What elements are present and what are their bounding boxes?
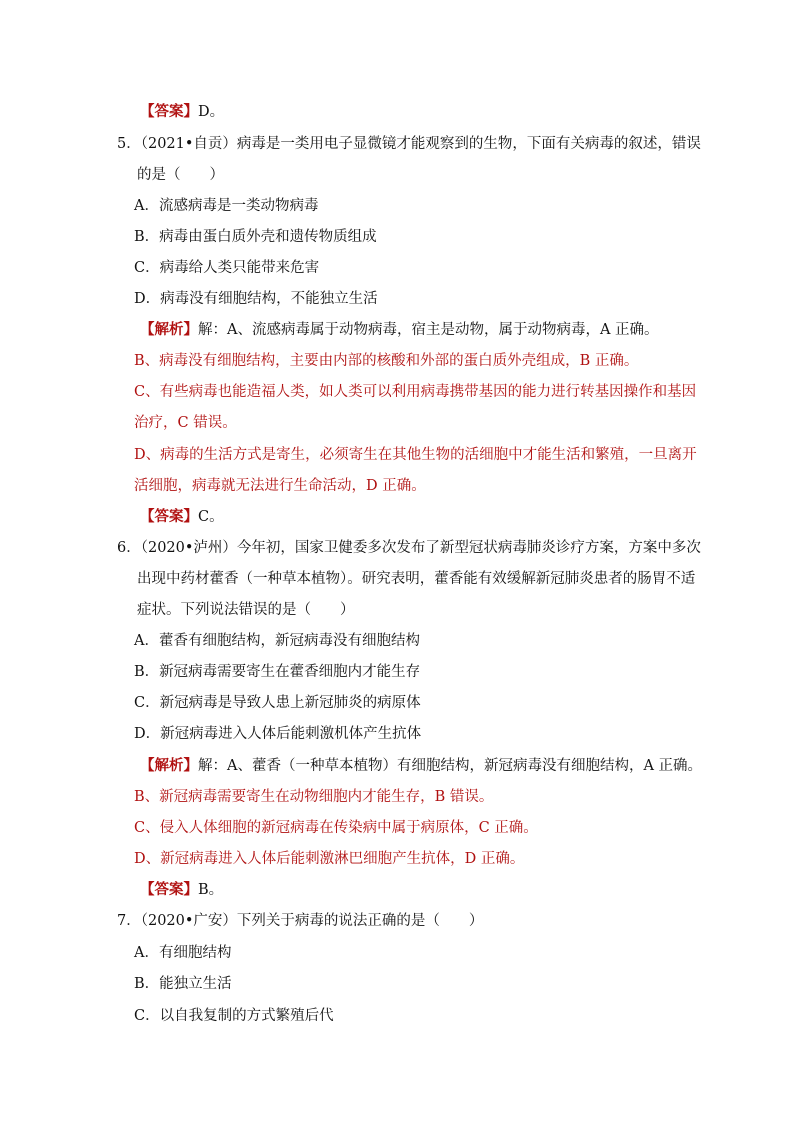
question-5-option-b: B．病毒由蛋白质外壳和遗传物质组成 (134, 229, 377, 245)
answer-bracket: 【答案】 (140, 881, 198, 898)
question-6-option-d: D．新冠病毒进入人体后能刺激机体产生抗体 (134, 726, 422, 742)
question-6-analysis-c: C、侵入人体细胞的新冠病毒在传染病中属于病原体，C 正确。 (134, 820, 538, 836)
question-6-option-c: C．新冠病毒是导致人患上新冠肺炎的病原体 (134, 695, 421, 711)
question-5-analysis-d-line-1: D、病毒的生活方式是寄生，必须寄生在其他生物的活细胞中才能生活和繁殖，一旦离开 (134, 447, 697, 463)
question-5-answer-line (140, 507, 224, 527)
question-6-analysis-a (140, 756, 702, 776)
question-6-analysis-d: D、新冠病毒进入人体后能刺激淋巴细胞产生抗体，D 正确。 (134, 851, 525, 867)
answer-value: B。 (198, 882, 224, 898)
question-5-analysis-c-line-2: 治疗，C 错误。 (134, 415, 237, 431)
analysis-text: 解：A、流感病毒属于动物病毒，宿主是动物，属于动物病毒，A 正确。 (198, 322, 659, 338)
answer-line (140, 102, 224, 122)
question-6-stem-line-1: 6．（2020•泸州）今年初，国家卫健委多次发布了新型冠状病毒肺炎诊疗方案，方案中多次 (117, 540, 701, 556)
question-5-analysis-b: B、病毒没有细胞结构，主要由内部的核酸和外部的蛋白质外壳组成，B 正确。 (134, 353, 639, 369)
question-5-analysis-d-line-2: 活细胞，病毒就无法进行生命活动，D 正确。 (134, 478, 426, 494)
question-5-analysis-a (140, 320, 659, 340)
question-6-option-a: A．藿香有细胞结构，新冠病毒没有细胞结构 (134, 633, 420, 649)
analysis-bracket: 【解析】 (140, 321, 198, 338)
question-5-option-a: A．流感病毒是一类动物病毒 (134, 198, 319, 214)
question-5-stem-line-1: 5．（2021•自贡）病毒是一类用电子显微镜才能观察到的生物，下面有关病毒的叙述，错误 (117, 136, 701, 152)
question-5-analysis-c-line-1: C、有些病毒也能造福人类，如人类可以利用病毒携带基因的能力进行转基因操作和基因 (134, 384, 697, 400)
question-7-option-c: C．以自我复制的方式繁殖后代 (134, 1008, 334, 1024)
question-5-option-c: C．病毒给人类只能带来危害 (134, 260, 320, 276)
answer-bracket: 【答案】 (140, 508, 198, 525)
question-5-option-d: D．病毒没有细胞结构，不能独立生活 (134, 291, 378, 307)
analysis-text: 解：A、藿香（一种草本植物）有细胞结构，新冠病毒没有细胞结构，A 正确。 (198, 758, 703, 774)
question-7-stem-line-1: 7．（2020•广安）下列关于病毒的说法正确的是（ ） (117, 913, 484, 929)
question-6-option-b: B．新冠病毒需要寄生在藿香细胞内才能生存 (134, 664, 421, 680)
question-6-answer-line (140, 880, 223, 900)
question-7-option-a: A．有细胞结构 (134, 945, 232, 961)
question-6-analysis-b: B、新冠病毒需要寄生在动物细胞内才能生存，B 错误。 (134, 789, 494, 805)
answer-value: D。 (198, 104, 225, 120)
answer-bracket: 【答案】 (140, 103, 198, 120)
question-7-option-b: B．能独立生活 (134, 976, 232, 992)
question-5-stem-line-2: 的是（ ） (137, 167, 224, 183)
question-6-stem-line-3: 症状。下列说法错误的是（ ） (137, 602, 355, 618)
analysis-bracket: 【解析】 (140, 757, 198, 774)
answer-value: C。 (198, 509, 224, 525)
question-6-stem-line-2: 出现中药材藿香（一种草本植物）。研究表明，藿香能有效缓解新冠肺炎患者的肠胃不适 (137, 571, 696, 587)
